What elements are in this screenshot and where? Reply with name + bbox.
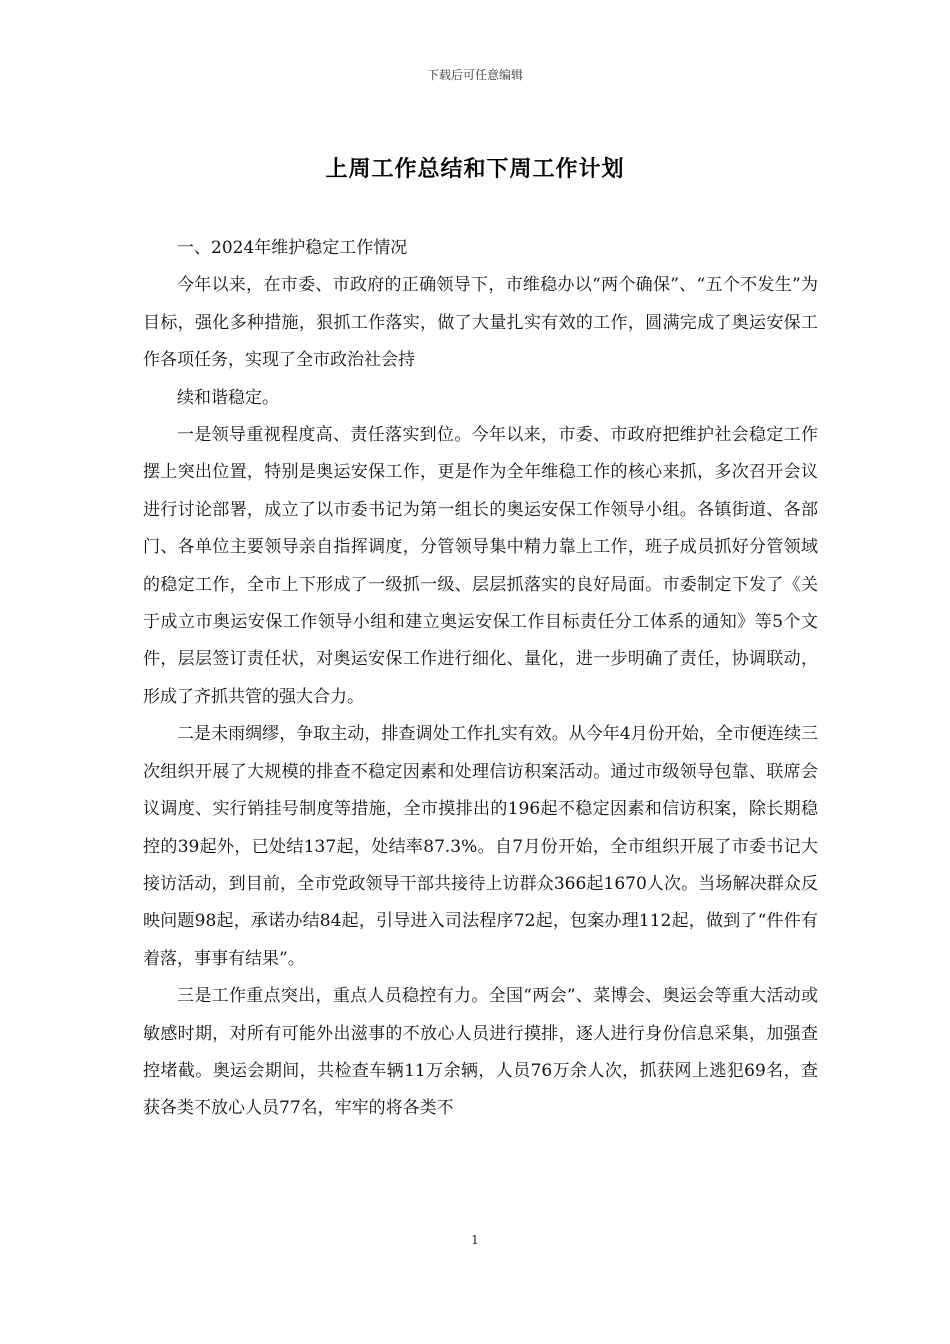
paragraph: 二是未雨绸缪，争取主动，排查调处工作扎实有效。从今年4月份开始，全市便连续三次组织开展了大规模的排查不稳定因素和处理信访积案活动。通过市级领导包靠、联席会议调度、实行销挂号制度等措施，全市摸排出的196起不稳定因素和信访积案，除长期稳控的39起外，已处结137起，处结率87.3%。自7月份开始，全市组织开展了市委书记大接访活动，到目前，全市党政领导干部共接待上访群众366起1670人次。当场解决群众反映问题98起，承诺办结84起，引导进入司法程序72起，包案办理112起，做到了“件件有着落，事事有结果”。: [143, 724, 818, 969]
document-body: [143, 230, 818, 1128]
section-heading: 一、2024年维护稳定工作情况: [177, 238, 408, 258]
paragraph: 三是工作重点突出，重点人员稳控有力。全国“两会”、菜博会、奥运会等重大活动或敏感时期，对所有可能外出滋事的不放心人员进行摸排，逐人进行身份信息采集，加强查控堵截。奥运会期间，共检查车辆11万余辆，人员76万余人次，抓获网上逃犯69名，查获各类不放心人员77名，牢牢的将各类不: [143, 986, 818, 1119]
document-title: 上周工作总结和下周工作计划: [325, 157, 625, 182]
paragraph: 今年以来，在市委、市政府的正确领导下，市维稳办以“两个确保”、“五个不发生”为目标，强化多种措施，狠抓工作落实，做了大量扎实有效的工作，圆满完成了奥运安保工作各项任务，实现了全市政治社会持: [143, 275, 818, 371]
paragraph: 一是领导重视程度高、责任落实到位。今年以来，市委、市政府把维护社会稳定工作摆上突出位置，特别是奥运安保工作，更是作为全年维稳工作的核心来抓，多次召开会议进行讨论部署，成立了以市委书记为第一组长的奥运安保工作领导小组。各镇街道、各部门、各单位主要领导亲自指挥调度，分管领导集中精力靠上工作，班子成员抓好分管领域的稳定工作，全市上下形成了一级抓一级、层层抓落实的良好局面。市委制定下发了《关于成立市奥运安保工作领导小组和建立奥运安保工作目标责任分工体系的通知》等5个文件，层层签订责任状，对奥运安保工作进行细化、量化，进一步明确了责任，协调联动，形成了齐抓共管的强大合力。: [143, 425, 818, 707]
paragraph: 续和谐稳定。: [177, 387, 279, 408]
page-number: 1: [471, 1233, 479, 1247]
header-note: 下载后可任意编辑: [426, 68, 523, 82]
